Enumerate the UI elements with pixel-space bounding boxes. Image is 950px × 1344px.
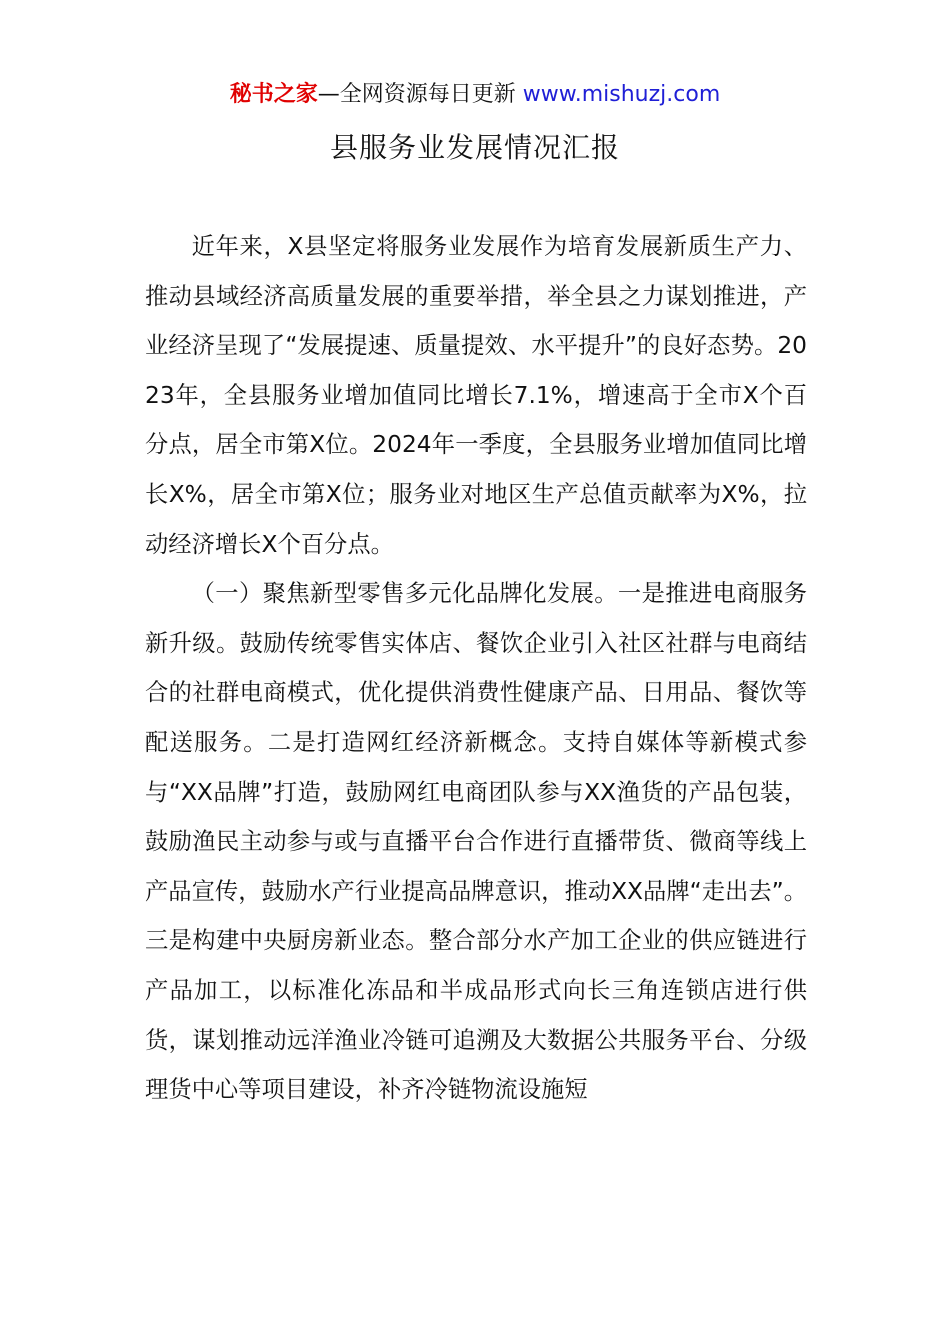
- brand-name: 秘书之家: [229, 82, 318, 107]
- site-header: [0, 78, 950, 112]
- header-tagline: —全网资源每日更新: [317, 82, 516, 107]
- document-body: [145, 222, 807, 1115]
- paragraph-section-1: （一）聚焦新型零售多元化品牌化发展。一是推进电商服务新升级。鼓励传统零售实体店、餐饮企业引入社区社群与电商结合的社群电商模式，优化提供消费性健康产品、日用品、餐饮等配送服务。二是打造网红经济新概念。支持自媒体等新模式参与“XX品牌”打造，鼓励网红电商团队参与XX渔货的产品包装，鼓励渔民主动参与或与直播平台合作进行直播带货、微商等线上产品宣传，鼓励水产行业提高品牌意识，推动XX品牌“走出去”。三是构建中央厨房新业态。整合部分水产加工企业的供应链进行产品加工，以标准化冻品和半成品形式向长三角连锁店进行供货，谋划推动远洋渔业冷链可追溯及大数据公共服务平台、分级理货中心等项目建设，补齐冷链物流设施短: [145, 580, 807, 1104]
- document-title: 县服务业发展情况汇报: [329, 131, 620, 164]
- paragraph-intro: 近年来，X县坚定将服务业发展作为培育发展新质生产力、推动县域经济高质量发展的重要举措，举全县之力谋划推进，产业经济呈现了“发展提速、质量提效、水平提升”的良好态势。2023年，全县服务业增加值同比增长7.1%，增速高于全市X个百分点，居全市第X位。2024年一季度，全县服务业增加值同比增长X%，居全市第X位；服务业对地区生产总值贡献率为X%，拉动经济增长X个百分点。: [145, 233, 807, 558]
- site-url-link[interactable]: www.mishuzj.com: [522, 82, 721, 107]
